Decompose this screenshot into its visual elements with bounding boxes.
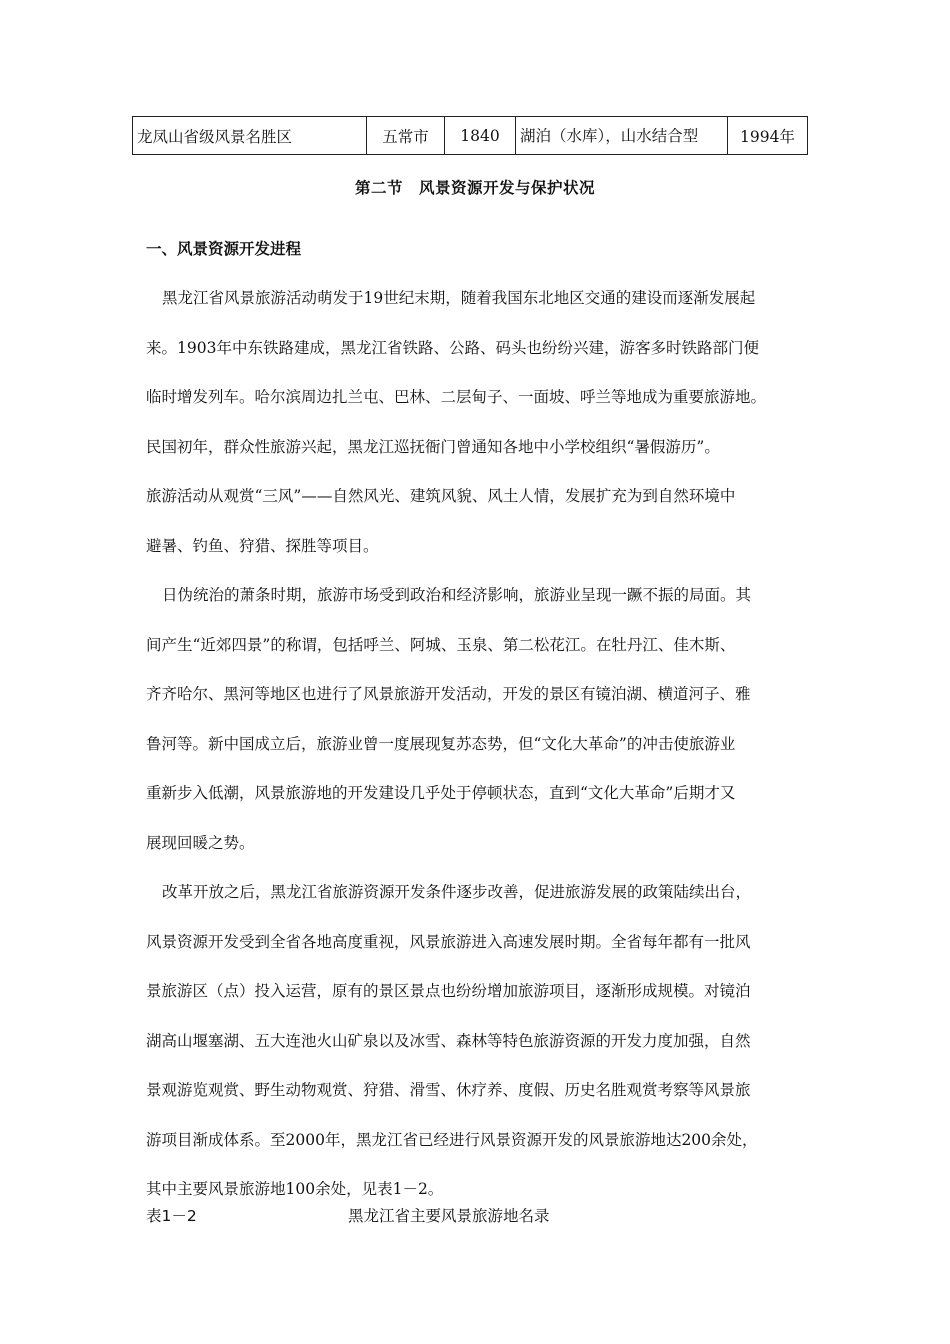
table-caption-title: 黑龙江省主要风景旅游地名录 (348, 1207, 550, 1225)
body-line: 鲁河等。新中国成立后，旅游业曾一度展现复苏态势，但“文化大革命”的冲击使旅游业 (146, 735, 736, 753)
body-line: 黑龙江省风景旅游活动萌发于19世纪末期，随着我国东北地区交通的建设而逐渐发展起 (162, 289, 756, 307)
body-line: 景观游览观赏、野生动物观赏、狩猎、滑雪、休疗养、度假、历史名胜观赏考察等风景旅 (146, 1081, 751, 1099)
body-line: 日伪统治的萧条时期，旅游市场受到政治和经济影响，旅游业呈现一蹶不振的局面。其 (162, 586, 752, 604)
body-line: 展现回暖之势。 (146, 834, 255, 852)
table-row (133, 117, 808, 155)
section-name: 风景资源开发与保护状况 (419, 179, 596, 197)
section-number: 第二节 (354, 179, 403, 197)
body-line: 风景资源开发受到全省各地高度重视，风景旅游进入高速发展时期。全省每年都有一批风 (146, 933, 751, 951)
table-cell-type: 湖泊（水库），山水结合型 (516, 117, 728, 155)
body-line: 湖高山堰塞湖、五大连池火山矿泉以及冰雪、森林等特色旅游资源的开发力度加强，自然 (146, 1032, 751, 1050)
body-line: 旅游活动从观赏“三风”——自然风光、建筑风貌、风土人情，发展扩充为到自然环境中 (146, 487, 736, 505)
section-title (0, 176, 950, 198)
body-line: 重新步入低潮，风景旅游地的开发建设几乎处于停顿状态，直到“文化大革命”后期才又 (146, 784, 736, 802)
table-cell-location: 五常市 (367, 117, 445, 155)
body-line: 景旅游区（点）投入运营，原有的景区景点也纷纷增加旅游项目，逐渐形成规模。对镜泊 (146, 982, 751, 1000)
body-line: 其中主要风景旅游地100余处，见表1－2。 (146, 1180, 444, 1198)
subsection-title: 一、风景资源开发进程 (146, 240, 302, 258)
table-cell-area: 1840 (445, 117, 516, 155)
body-line: 改革开放之后，黑龙江省旅游资源开发条件逐步改善，促进旅游发展的政策陆续出台， (162, 883, 752, 901)
body-line: 间产生“近郊四景”的称谓，包括呼兰、阿城、玉泉、第二松花江。在牡丹江、佳木斯、 (146, 636, 736, 654)
body-line: 临时增发列车。哈尔滨周边扎兰屯、巴林、二层甸子、一面坡、呼兰等地成为重要旅游地。 (146, 388, 767, 406)
body-line: 来。1903年中东铁路建成，黑龙江省铁路、公路、码头也纷纷兴建，游客多时铁路部门便 (146, 339, 759, 357)
body-line: 齐齐哈尔、黑河等地区也进行了风景旅游开发活动，开发的景区有镜泊湖、横道河子、雅 (146, 685, 751, 703)
table-cell-name: 龙凤山省级风景名胜区 (133, 117, 367, 155)
table-cell-year: 1994年 (728, 117, 808, 155)
body-line: 避暑、钓鱼、狩猎、探胜等项目。 (146, 537, 379, 555)
scenic-area-table (132, 116, 808, 155)
body-line: 游项目渐成体系。至2000年，黑龙江省已经进行风景资源开发的风景旅游地达200余处， (146, 1131, 758, 1149)
body-line: 民国初年，群众性旅游兴起，黑龙江巡抚衙门曾通知各地中小学校组织“暑假游历”。 (146, 438, 720, 456)
table-caption-number: 表1－2 (146, 1207, 197, 1225)
